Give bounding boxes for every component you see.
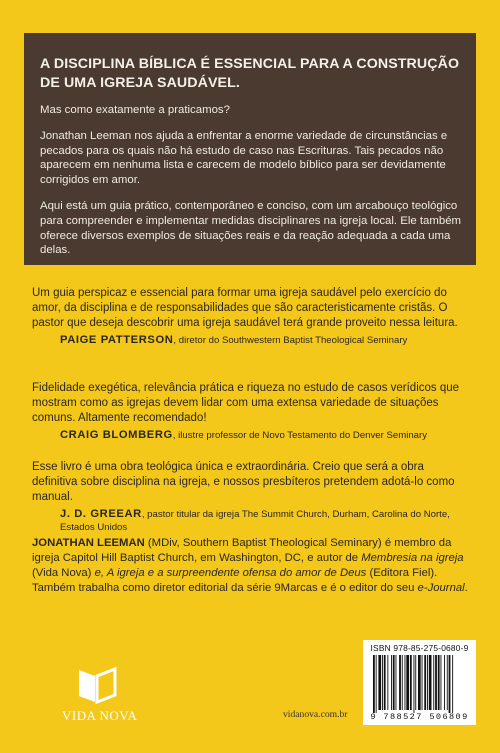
endorsement-1 <box>32 286 472 347</box>
bio-text: e, <box>94 567 107 579</box>
book-title: Membresia na igreja <box>361 552 464 564</box>
endorsement-2 <box>32 381 472 442</box>
cover-heading: A DISCIPLINA BÍBLICA É ESSENCIAL PARA A CONSTRUÇÃO DE UMA IGREJA SAUDÁVEL. <box>40 56 460 91</box>
bio-text: . <box>464 582 468 594</box>
author-bio <box>32 536 472 596</box>
endorsement-attribution <box>60 429 472 442</box>
bio-text: (MDiv, Southern Baptist Theological Seminary) é membro da igreja Capitol Hill Baptist Church, em Washington, DC, e autor de <box>32 537 452 564</box>
book-icon <box>62 664 132 708</box>
description-panel <box>24 33 476 265</box>
isbn-text: ISBN 978-85-275-0680-9 <box>370 643 469 653</box>
endorsement-text: Um guia perspicaz e essencial para formar uma igreja saudável pelo exercício do amor, da disciplina e de responsabilidades que são caracteristicamente cristãs. O pastor que deseja descobrir uma igreja saudável terá grande proveito nessa leitura. <box>32 287 458 329</box>
logo-text: VIDA NOVA <box>62 708 138 723</box>
endorser-role: , diretor do Southwestern Baptist Theological Seminary <box>173 334 408 346</box>
endorser-role: , pastor titular da igreja The Summit Church, Durham, Carolina do Norte, Estados Unidos <box>60 508 450 533</box>
intro-question: Mas como exatamente a praticamos? <box>40 104 230 116</box>
vida-nova-logo <box>62 664 138 734</box>
endorser-role: , ilustre professor de Novo Testamento do Denver Seminary <box>172 429 428 441</box>
bio-text: (Vida Nova) <box>32 567 95 579</box>
publisher-website: vidanova.com.br <box>283 709 348 720</box>
journal-title: e-Journal <box>417 582 465 594</box>
endorsement-attribution <box>60 508 472 534</box>
endorsement-attribution <box>60 334 472 347</box>
book-title: A igreja e a surpreendente ofensa do amor de Deus <box>106 567 367 579</box>
bio-text: (Editora Fiel). Também trabalha como diretor editorial da série 9Marcas e é o editor do seu <box>32 567 438 594</box>
endorser-name: PAIGE PATTERSON <box>60 333 174 346</box>
description-paragraph-1: Jonathan Leeman nos ajuda a enfrentar a enorme variedade de circunstâncias e pecados para os quais não há estudo de caso nas Escrituras. Tais pecados não aparecem em nenhuma lista e carecem de modelo bíblico para ser devidamente corrigidos em amor. <box>40 129 448 187</box>
barcode-box <box>363 640 476 725</box>
endorsement-text: Esse livro é uma obra teológica única e extraordinária. Creio que será a obra definitiva sobre disciplina na igreja, e nossos presbíteros pretendem adotá-lo como manual. <box>32 461 455 503</box>
endorser-name: J. D. GREEAR <box>60 507 142 520</box>
endorsement-text: Fidelidade exegética, relevância prática e riqueza no estudo de casos verídicos que mostram como as igrejas devem lidar com uma extensa variedade de situações comuns. Altamente recomendado! <box>32 382 460 424</box>
barcode-digits: 9 788527 506809 <box>370 712 469 722</box>
description-paragraph-2: Aqui está um guia prático, contemporâneo e conciso, com um arcabouço teológico para compreender e implementar medidas disciplinares na igreja local. Ele também oferece diversos exemplos de situações reais e da reação adequada a cada uma delas. <box>40 199 462 257</box>
endorsement-3 <box>32 460 472 534</box>
endorser-name: CRAIG BLOMBERG <box>60 428 173 441</box>
author-name: JONATHAN LEEMAN <box>32 537 145 549</box>
